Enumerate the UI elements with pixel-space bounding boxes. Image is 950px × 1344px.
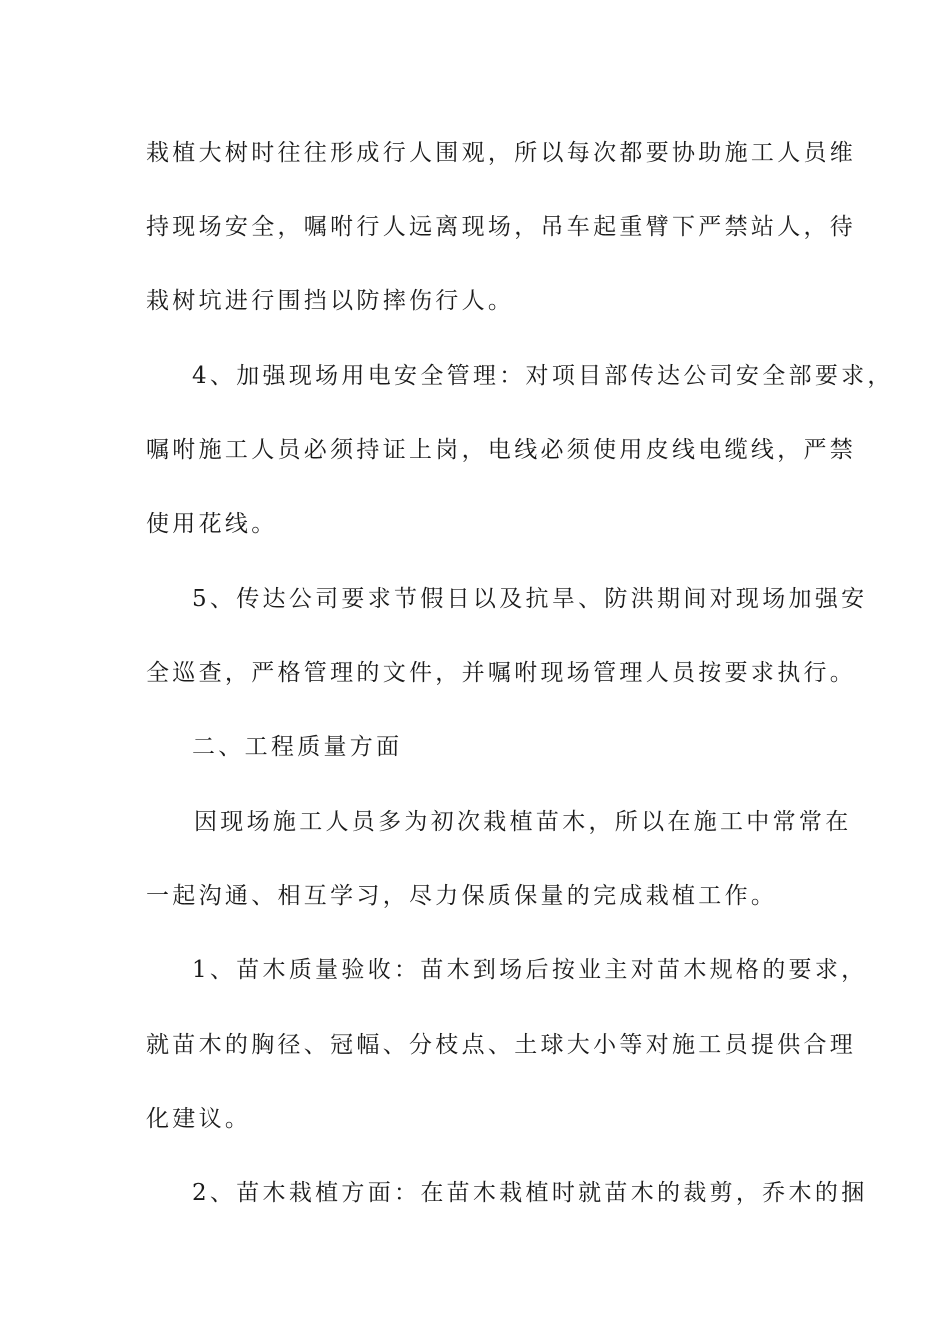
text-line-13: 就苗木的胸径、冠幅、分枝点、土球大小等对施工员提供合理	[146, 1032, 857, 1058]
text-line-12: 1、苗木质量验收：苗木到场后按业主对苗木规格的要求，	[192, 957, 868, 983]
text-line-11: 一起沟通、相互学习，尽力保质保量的完成栽植工作。	[146, 883, 778, 909]
text-line-15: 2、苗木栽植方面：在苗木栽植时就苗木的裁剪，乔木的捆	[192, 1180, 868, 1206]
text-line-3: 栽树坑进行围挡以防摔伤行人。	[146, 288, 515, 314]
text-line-2: 持现场安全，嘱咐行人远离现场，吊车起重臂下严禁站人，待	[146, 214, 857, 240]
text-line-5: 嘱咐施工人员必须持证上岗，电线必须使用皮线电缆线，严禁	[146, 437, 857, 463]
text-line-10: 因现场施工人员多为初次栽植苗木，所以在施工中常常在	[194, 809, 852, 835]
section-heading: 二、工程质量方面	[192, 734, 403, 760]
text-line-8: 全巡查，严格管理的文件，并嘱咐现场管理人员按要求执行。	[146, 660, 857, 686]
text-line-14: 化建议。	[146, 1106, 252, 1132]
text-line-1: 栽植大树时往往形成行人围观，所以每次都要协助施工人员维	[146, 140, 857, 166]
text-line-4: 4、加强现场用电安全管理：对项目部传达公司安全部要求，	[192, 363, 894, 389]
text-line-7: 5、传达公司要求节假日以及抗旱、防洪期间对现场加强安	[192, 586, 868, 612]
text-line-6: 使用花线。	[146, 511, 278, 537]
